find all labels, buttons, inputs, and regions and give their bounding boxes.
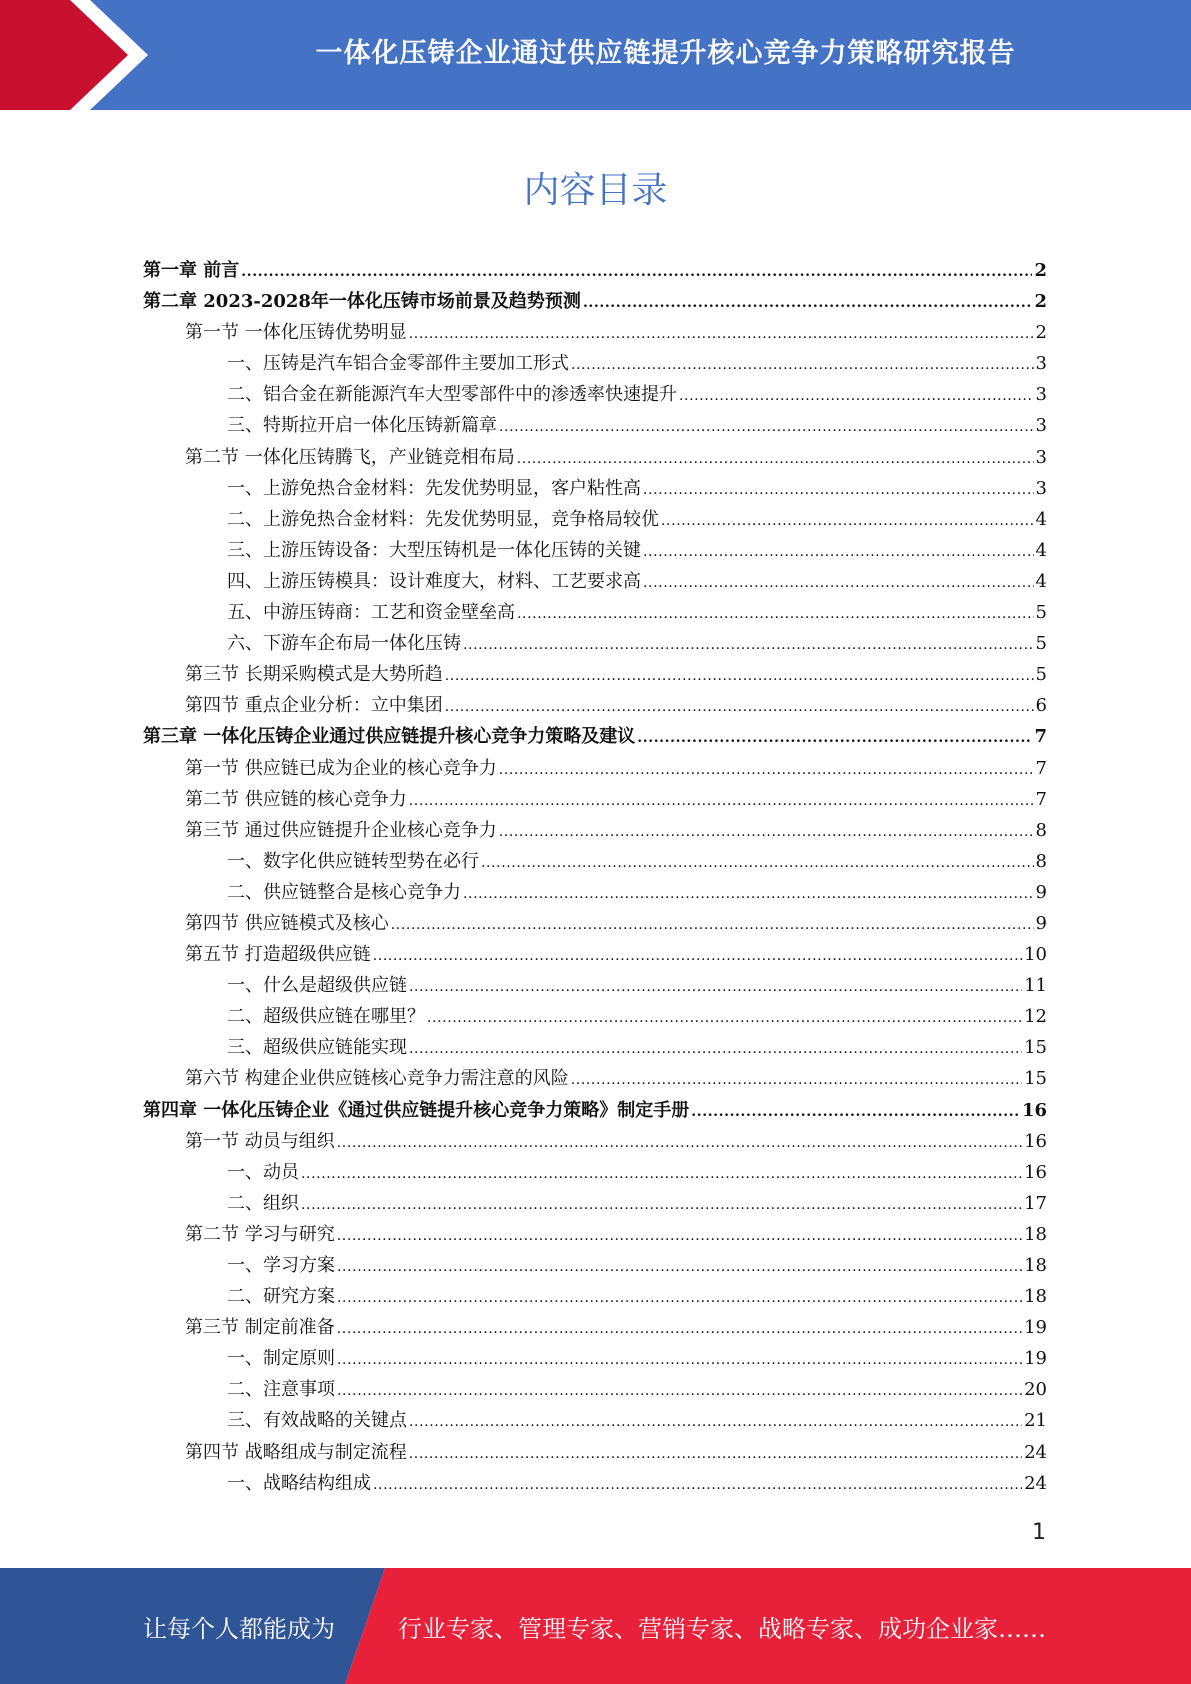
toc-entry-label: 二、铝合金在新能源汽车大型零部件中的渗透率快速提升 [227,384,677,406]
toc-leader-dots [409,783,1034,814]
toc-entry[interactable] [143,1280,1047,1311]
toc-list [143,254,1047,1498]
toc-entry[interactable] [143,254,1047,285]
toc-entry-page: 12 [1024,1006,1047,1028]
toc-entry-page: 24 [1024,1441,1047,1463]
toc-entry[interactable] [143,1062,1047,1093]
toc-entry[interactable] [143,1249,1047,1280]
toc-entry-label: 一、战略结构组成 [227,1472,371,1494]
toc-entry-label: 第六节 构建企业供应链核心竞争力需注意的风险 [185,1068,569,1090]
toc-entry[interactable] [143,596,1047,627]
toc-leader-dots [301,1187,1022,1218]
toc-entry-label: 第一节 动员与组织 [185,1130,335,1152]
toc-entry[interactable] [143,378,1047,409]
toc-leader-dots [571,1062,1022,1093]
toc-entry-label: 一、学习方案 [227,1255,335,1276]
toc-entry-page: 10 [1024,944,1047,966]
toc-entry[interactable] [143,720,1047,751]
toc-entry-page: 8 [1035,819,1047,841]
toc-entry-page: 4 [1035,508,1047,530]
toc-entry[interactable] [143,814,1047,845]
footer-slogan-left: 让每个人都能成为 [143,1614,335,1643]
toc-entry-page: 2 [1034,291,1047,313]
toc-entry-label: 第四章 一体化压铸企业《通过供应链提升核心竞争力策略》制定手册 [143,1099,690,1121]
toc-entry[interactable] [143,1125,1047,1156]
toc-entry-label: 第二节 供应链的核心竞争力 [185,788,407,810]
toc-entry-page: 24 [1024,1472,1047,1494]
toc-entry-label: 一、数字化供应链转型势在必行 [227,850,479,872]
toc-entry-label: 第一章 前言 [143,260,240,281]
toc-entry-label: 三、有效战略的关键点 [227,1410,407,1432]
toc-leader-dots [409,316,1034,347]
toc-entry-page: 4 [1035,570,1047,592]
toc-entry-page: 3 [1035,477,1047,499]
toc-entry-page: 6 [1035,695,1047,717]
toc-leader-dots [409,1404,1022,1435]
toc-entry-label: 一、上游免热合金材料：先发优势明显，客户粘性高 [227,477,641,499]
toc-entry-label: 三、特斯拉开启一体化压铸新篇章 [227,415,497,437]
toc-entry-page: 16 [1021,1099,1047,1121]
toc-leader-dots [463,627,1034,658]
toc-title: 内容目录 [523,170,668,211]
toc-entry[interactable] [143,347,1047,378]
toc-entry-page: 5 [1035,602,1047,624]
toc-entry-label: 第三节 长期采购模式是大势所趋 [185,664,443,686]
toc-entry-page: 3 [1035,415,1047,437]
toc-leader-dots [643,534,1034,565]
toc-entry[interactable] [143,689,1047,720]
toc-entry-page: 18 [1024,1223,1047,1245]
toc-entry[interactable] [143,1094,1047,1125]
toc-entry-page: 19 [1024,1317,1047,1339]
toc-entry-label: 第一节 供应链已成为企业的核心竞争力 [185,757,497,779]
toc-entry[interactable] [143,409,1047,440]
toc-leader-dots [463,876,1034,907]
toc-entry-page: 2 [1034,260,1047,281]
toc-entry[interactable] [143,1467,1047,1498]
toc-leader-dots [583,285,1033,316]
toc-entry[interactable] [143,938,1047,969]
toc-entry-label: 二、上游免热合金材料：先发优势明显，竞争格局较优 [227,508,659,530]
toc-entry[interactable] [143,845,1047,876]
toc-entry-page: 3 [1035,384,1047,406]
toc-leader-dots [679,378,1034,409]
toc-entry[interactable] [143,1436,1047,1467]
toc-leader-dots [643,472,1034,503]
toc-entry-label: 第一节 一体化压铸优势明显 [185,322,407,344]
page-number: 1 [1032,1520,1046,1545]
toc-entry[interactable] [143,876,1047,907]
toc-leader-dots [409,969,1022,1000]
toc-entry[interactable] [143,1373,1047,1404]
toc-entry-label: 第四节 战略组成与制定流程 [185,1441,407,1463]
toc-entry[interactable] [143,1031,1047,1062]
toc-entry-page: 17 [1024,1192,1047,1214]
toc-leader-dots [427,1000,1022,1031]
toc-leader-dots [643,565,1034,596]
toc-entry[interactable] [143,534,1047,565]
toc-leader-dots [637,720,1032,751]
toc-entry-label: 第三章 一体化压铸企业通过供应链提升核心竞争力策略及建议 [143,726,636,748]
toc-entry[interactable] [143,503,1047,534]
toc-entry-label: 第二节 学习与研究 [185,1223,335,1245]
toc-leader-dots [445,658,1034,689]
toc-entry-label: 二、注意事项 [227,1379,335,1401]
header-arrow-shape [0,0,160,110]
toc-entry-page: 21 [1024,1410,1047,1432]
toc-entry-page: 4 [1035,539,1047,561]
toc-entry-label: 第三节 通过供应链提升企业核心竞争力 [185,819,497,841]
toc-entry[interactable] [143,752,1047,783]
toc-entry-label: 一、什么是超级供应链 [227,975,407,997]
toc-entry-page: 16 [1024,1161,1047,1183]
toc-entry[interactable] [143,783,1047,814]
toc-entry-label: 一、制定原则 [227,1348,335,1370]
toc-entry[interactable] [143,1404,1047,1435]
toc-entry-label: 三、超级供应链能实现 [227,1037,407,1059]
toc-leader-dots [337,1280,1022,1311]
toc-leader-dots [337,1249,1022,1280]
toc-entry[interactable] [143,565,1047,596]
toc-entry-label: 第五节 打造超级供应链 [185,944,371,966]
toc-entry-page: 16 [1024,1130,1047,1152]
toc-entry[interactable] [143,472,1047,503]
toc-entry[interactable] [143,1000,1047,1031]
toc-entry-page: 11 [1024,975,1047,997]
toc-leader-dots [409,1436,1022,1467]
toc-entry[interactable] [143,1342,1047,1373]
toc-entry[interactable] [143,969,1047,1000]
toc-leader-dots [373,1467,1022,1498]
toc-leader-dots [373,938,1022,969]
toc-entry-label: 四、上游压铸模具：设计难度大，材料、工艺要求高 [227,570,641,592]
toc-entry-page: 9 [1035,881,1047,903]
toc-entry-page: 20 [1024,1379,1047,1401]
toc-leader-dots [445,689,1034,720]
toc-entry[interactable] [143,1218,1047,1249]
toc-entry-label: 一、动员 [227,1161,299,1183]
toc-entry-page: 15 [1024,1037,1047,1059]
toc-entry-page: 18 [1024,1255,1047,1276]
toc-entry-label: 第三节 制定前准备 [185,1317,335,1339]
toc-entry-page: 8 [1035,850,1047,872]
toc-entry-label: 第四节 重点企业分析：立中集团 [185,695,443,717]
toc-entry-page: 2 [1035,322,1047,344]
toc-leader-dots [301,1156,1022,1187]
toc-entry[interactable] [143,285,1047,316]
header-banner [0,0,1191,110]
toc-leader-dots [517,596,1034,627]
toc-entry[interactable] [143,658,1047,689]
toc-entry-label: 一、压铸是汽车铝合金零部件主要加工形式 [227,353,569,375]
toc-entry-page: 19 [1024,1348,1047,1370]
toc-entry[interactable] [143,907,1047,938]
report-title: 一体化压铸企业通过供应链提升核心竞争力策略研究报告 [315,37,1016,69]
toc-entry-page: 9 [1035,912,1047,934]
toc-entry-page: 3 [1035,446,1047,468]
toc-leader-dots [391,907,1034,938]
toc-leader-dots [481,845,1034,876]
footer-banner [0,1568,1191,1684]
toc-entry[interactable] [143,1156,1047,1187]
footer-slogan-right: 行业专家、管理专家、营销专家、战略专家、成功企业家…… [398,1614,1046,1643]
toc-entry-label: 二、超级供应链在哪里？ [227,1006,425,1028]
toc-leader-dots [337,1373,1022,1404]
toc-entry[interactable] [143,1311,1047,1342]
toc-leader-dots [571,347,1034,378]
toc-entry-label: 三、上游压铸设备：大型压铸机是一体化压铸的关键 [227,539,641,561]
toc-entry-page: 7 [1035,757,1047,779]
toc-leader-dots [337,1218,1022,1249]
toc-entry-page: 15 [1024,1068,1047,1090]
toc-entry-label: 二、组织 [227,1192,299,1214]
toc-leader-dots [337,1342,1022,1373]
toc-entry[interactable] [143,627,1047,658]
toc-leader-dots [499,752,1034,783]
toc-entry-page: 3 [1035,353,1047,375]
toc-leader-dots [661,503,1034,534]
toc-leader-dots [337,1125,1022,1156]
toc-entry-label: 六、下游车企布局一体化压铸 [227,633,461,655]
toc-entry-page: 5 [1035,633,1047,655]
toc-leader-dots [499,409,1034,440]
toc-leader-dots [241,254,1032,285]
toc-entry-page: 7 [1035,788,1047,810]
toc-entry-label: 第二节 一体化压铸腾飞，产业链竞相布局 [185,446,515,468]
toc-entry[interactable] [143,316,1047,347]
toc-entry[interactable] [143,441,1047,472]
toc-entry-label: 五、中游压铸商：工艺和资金壁垒高 [227,602,515,624]
toc-entry-page: 5 [1035,664,1047,686]
toc-leader-dots [499,814,1034,845]
toc-leader-dots [691,1094,1020,1125]
toc-entry-label: 第二章 2023-2028年一体化压铸市场前景及趋势预测 [143,291,581,313]
toc-entry-page: 18 [1024,1286,1047,1308]
toc-entry-label: 第四节 供应链模式及核心 [185,912,389,934]
toc-entry-page: 7 [1034,726,1047,748]
toc-entry-label: 二、供应链整合是核心竞争力 [227,881,461,903]
toc-leader-dots [517,441,1034,472]
toc-entry-label: 二、研究方案 [227,1286,335,1308]
toc-entry[interactable] [143,1187,1047,1218]
toc-leader-dots [337,1311,1022,1342]
toc-leader-dots [409,1031,1022,1062]
